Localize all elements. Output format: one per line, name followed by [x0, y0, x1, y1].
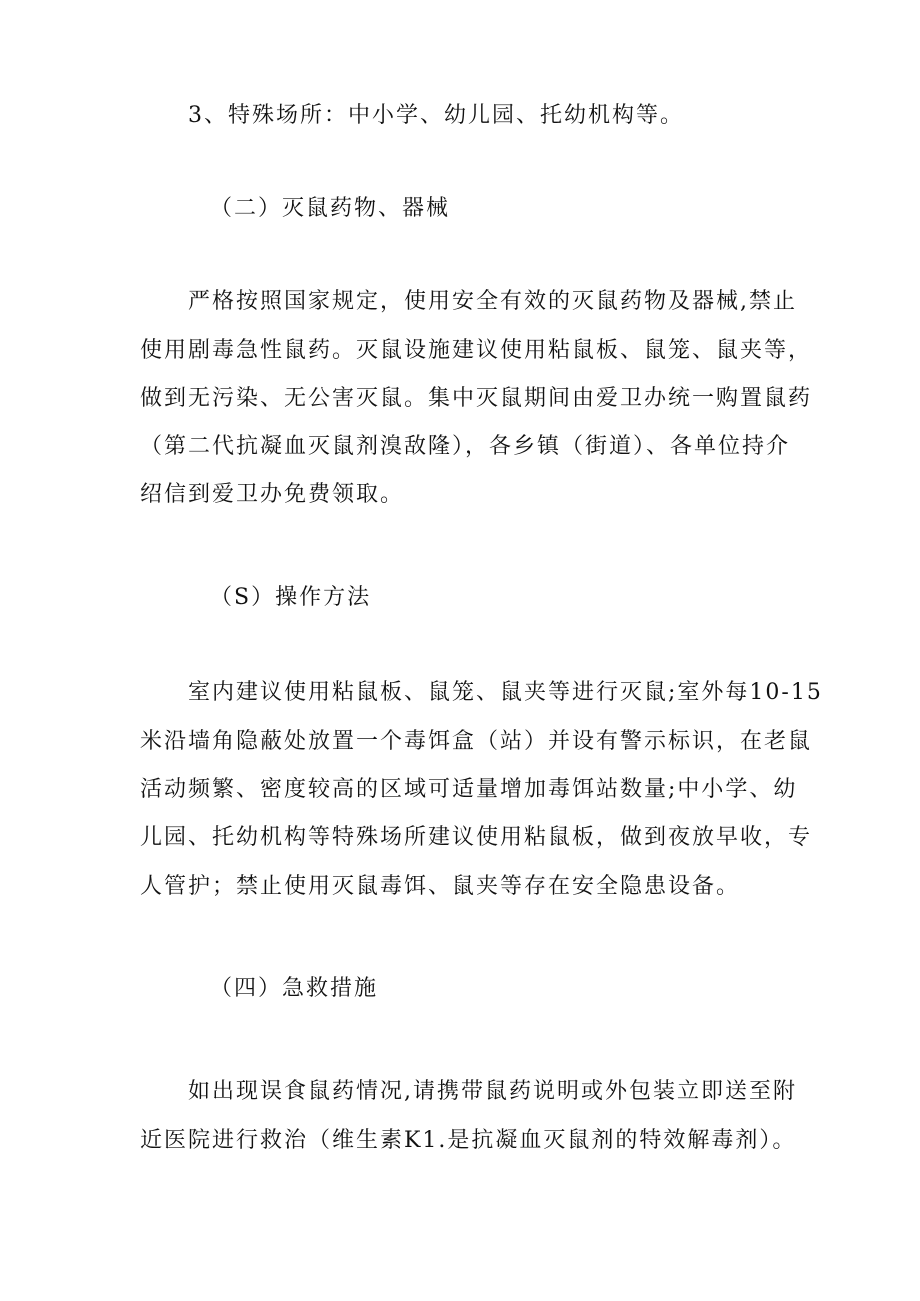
paragraph-line: 活动频繁、密度较高的区域可适量增加毒饵站数量;中小学、幼 — [140, 777, 798, 802]
paragraph-line: （第二代抗凝血灭鼠剂溴敌隆），各乡镇（街道）、各单位持介 — [140, 434, 791, 459]
section-heading-operation-method: （S）操作方法 — [210, 585, 372, 610]
paragraph-line: 室内建议使用粘鼠板、鼠笼、鼠夹等进行灭鼠;室外每10-15 — [188, 680, 823, 705]
paragraph-line: 米沿墙角隐蔽处放置一个毒饵盒（站）并设有警示标识，在老鼠 — [140, 729, 813, 754]
paragraph-line: 使用剧毒急性鼠药。灭鼠设施建议使用粘鼠板、鼠笼、鼠夹等， — [140, 338, 813, 363]
paragraph-line: 人管护；禁止使用灭鼠毒饵、鼠夹等存在安全隐患设备。 — [140, 874, 741, 899]
paragraph-line: 做到无污染、无公害灭鼠。集中灭鼠期间由爱卫办统一购置鼠药 — [140, 386, 813, 411]
paragraph-line: 如出现误食鼠药情况,请携带鼠药说明或外包装立即送至附 — [188, 1079, 797, 1104]
paragraph-line: 近医院进行救治（维生素K1.是抗凝血灭鼠剂的特效解毒剂）。 — [140, 1128, 797, 1153]
paragraph-line: 严格按照国家规定，使用安全有效的灭鼠药物及器械,禁止 — [188, 289, 797, 314]
section-heading-first-aid: （四）急救措施 — [210, 976, 379, 1001]
paragraph-line: 儿园、托幼机构等特殊场所建议使用粘鼠板，做到夜放早收，专 — [140, 825, 813, 850]
section-heading-rodenticides: （二）灭鼠药物、器械 — [210, 196, 451, 221]
paragraph-line: 绍信到爱卫办免费领取。 — [140, 482, 405, 507]
list-item-special-places: 3、特殊场所：中小学、幼儿园、托幼机构等。 — [188, 103, 684, 128]
